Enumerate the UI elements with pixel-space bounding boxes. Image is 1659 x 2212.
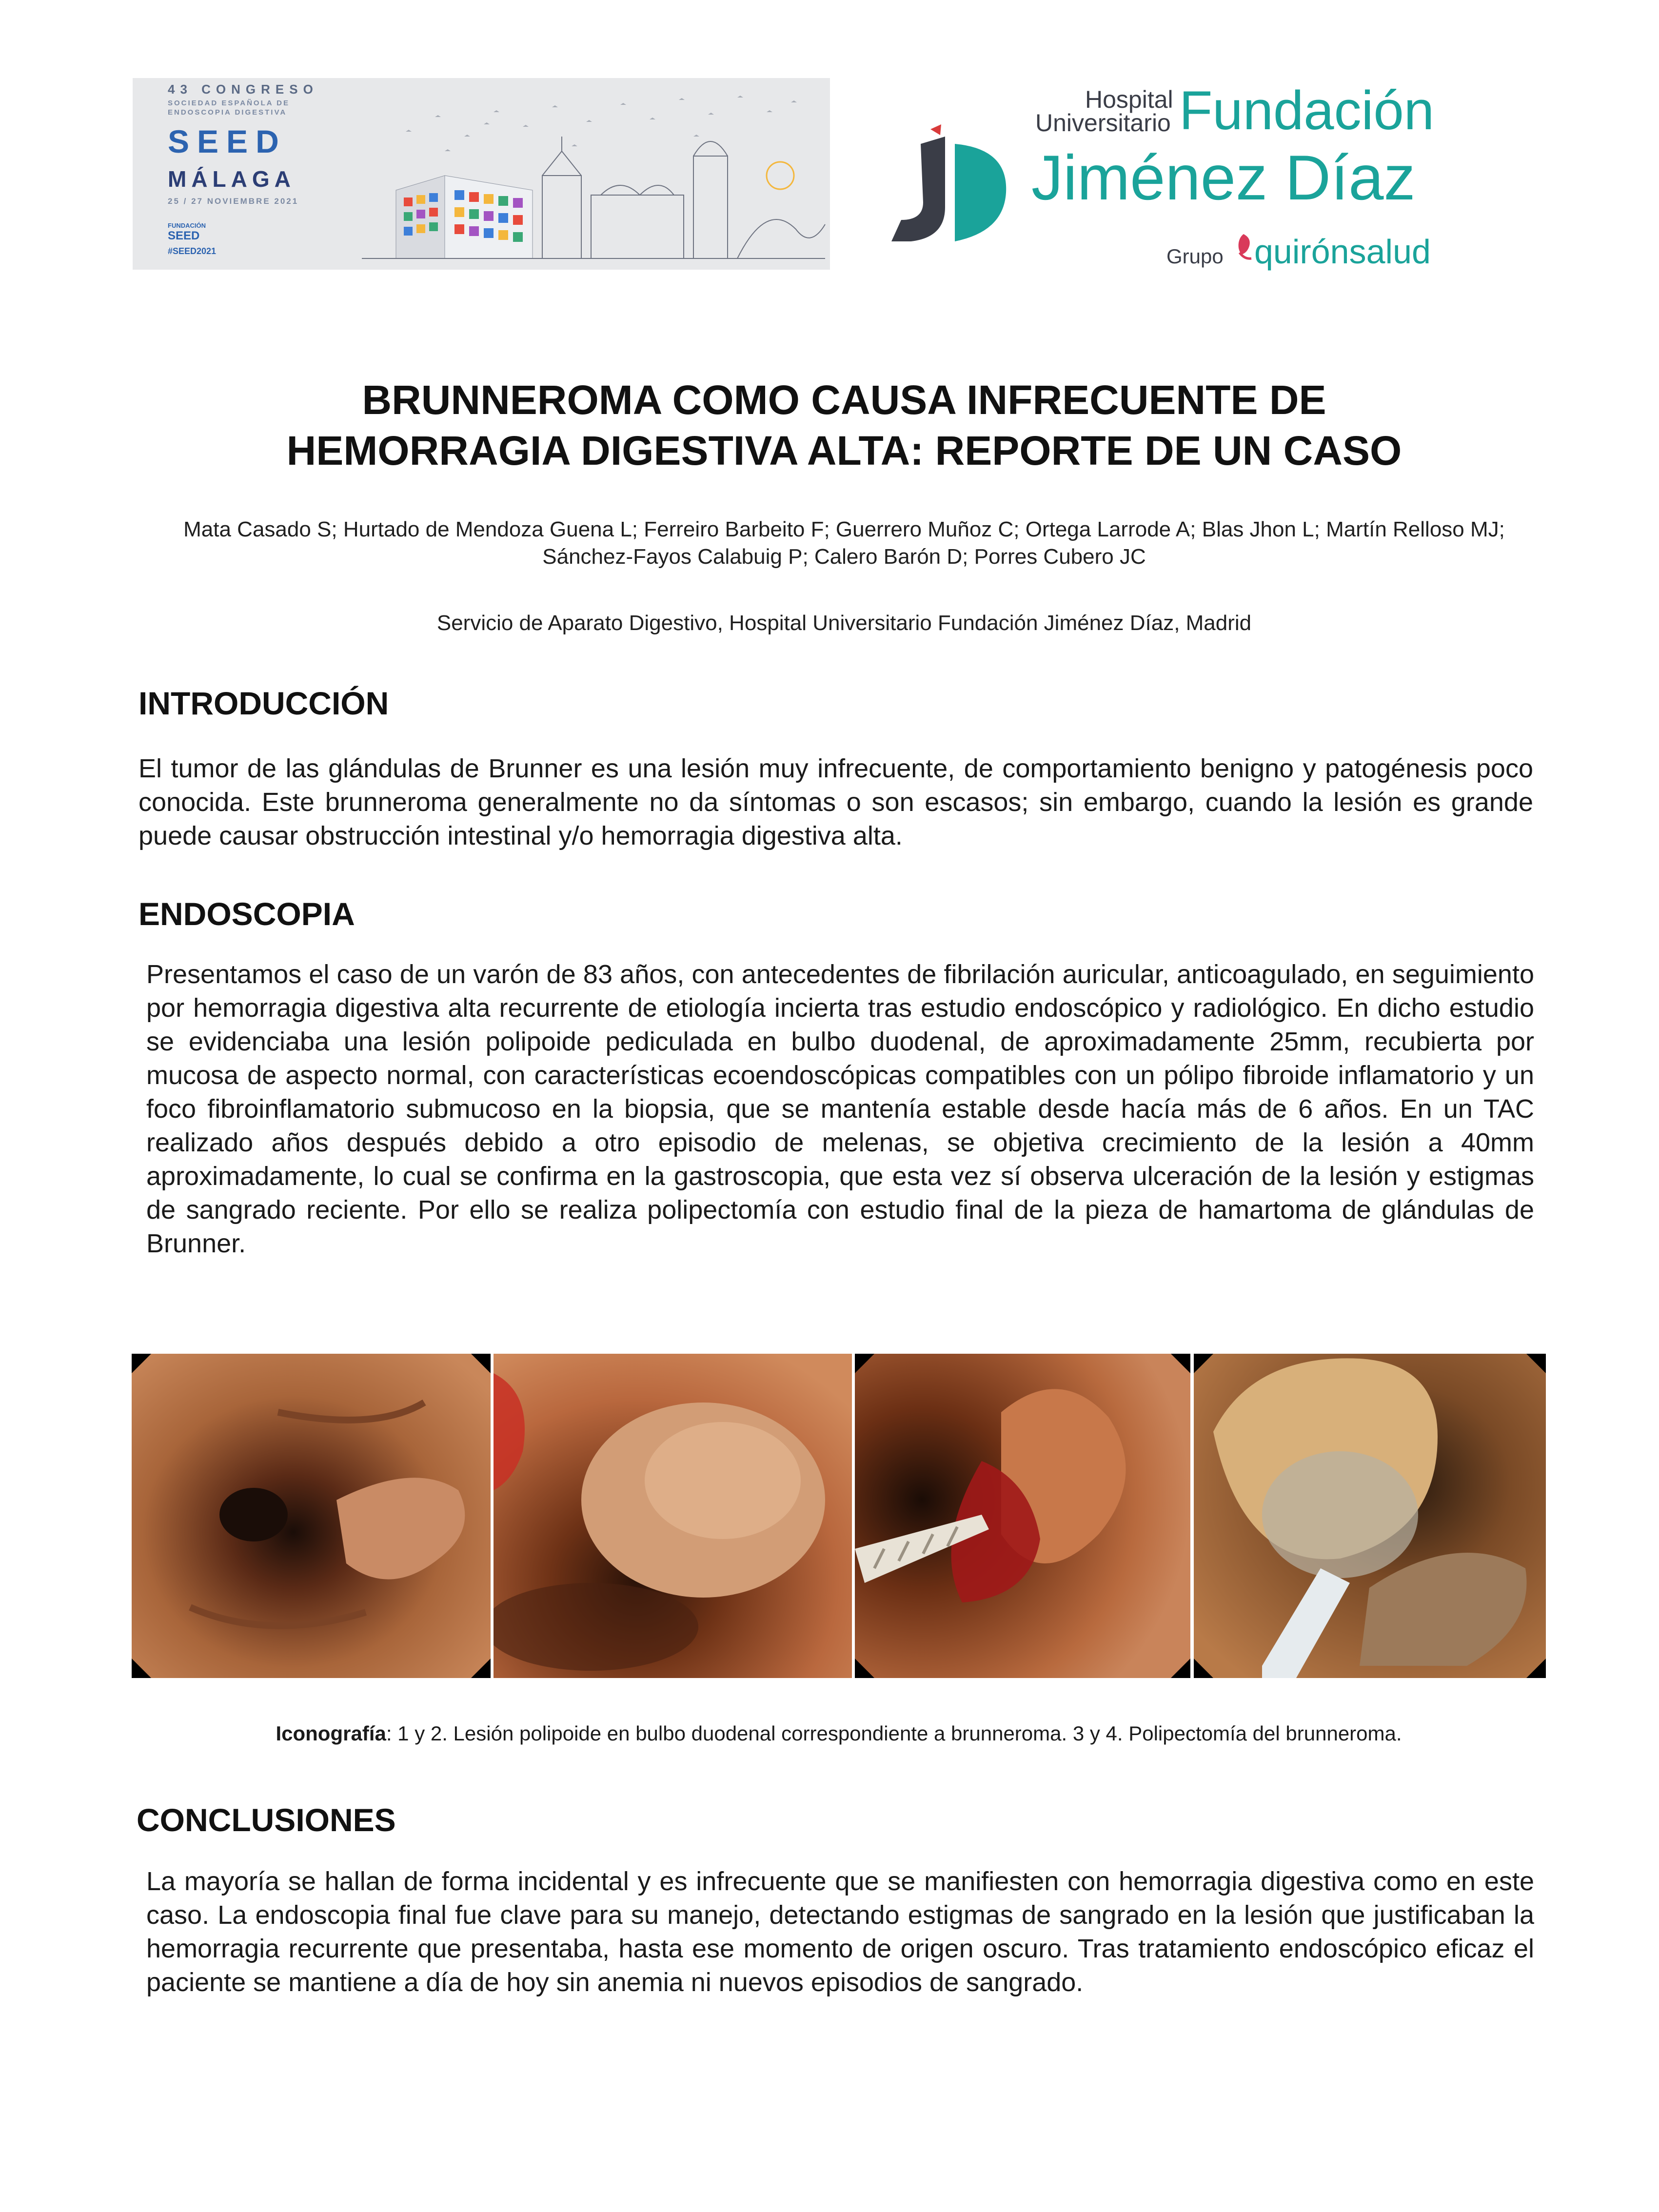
section-text-endoscopia: Presentamos el caso de un varón de 83 años, con antecedentes de fibrilación auricular, anticoagulado, en seguimiento por hemorragia digestiva alta recurrente de etiología incierta tras estudio endoscópico y radiológico. En dicho estudio se evidenciaba una lesión polipoide pediculada en bulbo duodenal, de aproximadamente 25mm, recubierta por mucosa de aspecto normal, con características ecoendoscópicas compatibles con un pólipo fibroide inflamatorio y un foco fibroinflamatorio submucoso en la biopsia, que se mantenía estable desde hacía más de 6 años. En un TAC realizado años después debido a otro episodio de melenas, se objetiva crecimiento de la lesión a 40mm aproximadamente, lo cual se confirma en la gastroscopia, que esta vez sí observa ulceración de la lesión y estigmas de sangrado reciente. Por ello se realiza polipectomía con estudio final de la pieza de hamartoma de glándulas de Brunner. [146,960,1534,1258]
endoscopy-image-1 [132,1354,491,1678]
affiliation: Servicio de Aparato Digestivo, Hospital Universitario Fundación Jiménez Díaz, Madrid [436,611,1252,635]
malaga-cityscape-illustration [133,78,830,270]
logo-hospital-text: Hospital [1085,86,1173,113]
section-heading-endoscopia: ENDOSCOPIA [138,896,355,932]
poster-title-line-2: HEMORRAGIA DIGESTIVA ALTA: REPORTE DE UN CASO [286,428,1402,474]
endoscopy-image-4 [1194,1354,1546,1678]
banner-fundacion: FUNDACIÓN [168,222,206,229]
figure-caption [132,1720,1546,1747]
caption-label: Iconografía [276,1722,386,1745]
section-text-conclusiones: La mayoría se hallan de forma incidental y es infrecuente que se manifiesten con hemorragia digestiva como en este caso. La endoscopia final fue clave para su manejo, detectando estigmas de sangrado en la lesión que justificaban la hemorragia recurrente que presentaba, hasta ese momento de origen oscuro. Tras tratamiento endoscópico eficaz el paciente se mantiene a día de hoy sin anemia ni nuevos episodios de sangrado. [146,1867,1534,1997]
section-heading-introduccion: INTRODUCCIÓN [138,685,389,721]
section-heading-conclusiones: CONCLUSIONES [137,1802,396,1838]
logo-quironsalud-text: quirónsalud [1254,233,1431,271]
banner-seed: SEED [168,123,287,159]
endoscopy-image-2 [494,1354,852,1678]
caption-text: : 1 y 2. Lesión polipoide en bulbo duodenal correspondiente a brunneroma. 3 y 4. Polipectomía del brunneroma. [386,1722,1402,1745]
banner-congreso: 43 CONGRESO [168,82,318,97]
endoscopy-image-3 [855,1354,1190,1678]
authors-list: Mata Casado S; Hurtado de Mendoza Guena L; Ferreiro Barbeito F; Guerrero Muñoz C; Ortega Larrode A; Blas Jhon L; Martín Relloso MJ; Sánchez-Fayos Calabuig P; Calero Barón D; Porres Cubero JC [183,517,1505,569]
seed-congress-banner [133,78,830,270]
logo-grupo-text: Grupo [1166,245,1224,268]
banner-malaga: MÁLAGA [168,166,296,192]
poster-title-line-1: BRUNNEROMA COMO CAUSA INFRECUENTE DE [362,377,1326,423]
section-text-introduccion: El tumor de las glándulas de Brunner es una lesión muy infrecuente, de comportamiento benigno y patogénesis poco conocida. Este brunneroma generalmente no da síntomas o son escasos; sin embargo, cuando la lesión es grande puede causar obstrucción intestinal y/o hemorragia digestiva alta. [138,754,1533,850]
jd-logo-mark [887,124,1013,246]
logo-fundacion-text: Fundación [1179,80,1435,141]
banner-hashtag: #SEED2021 [168,246,217,256]
banner-dates: 25 / 27 NOVIEMBRE 2021 [168,197,299,206]
quironsalud-icon [1235,230,1252,264]
banner-sociedad: SOCIEDAD ESPAÑOLA DE ENDOSCOPIA DIGESTIVA [168,99,290,117]
banner-fundacion-seed: SEED [168,229,200,242]
logo-universitario-text: Universitario [1035,109,1171,137]
logo-jimenez-diaz-text: Jiménez Díaz [1031,142,1416,213]
